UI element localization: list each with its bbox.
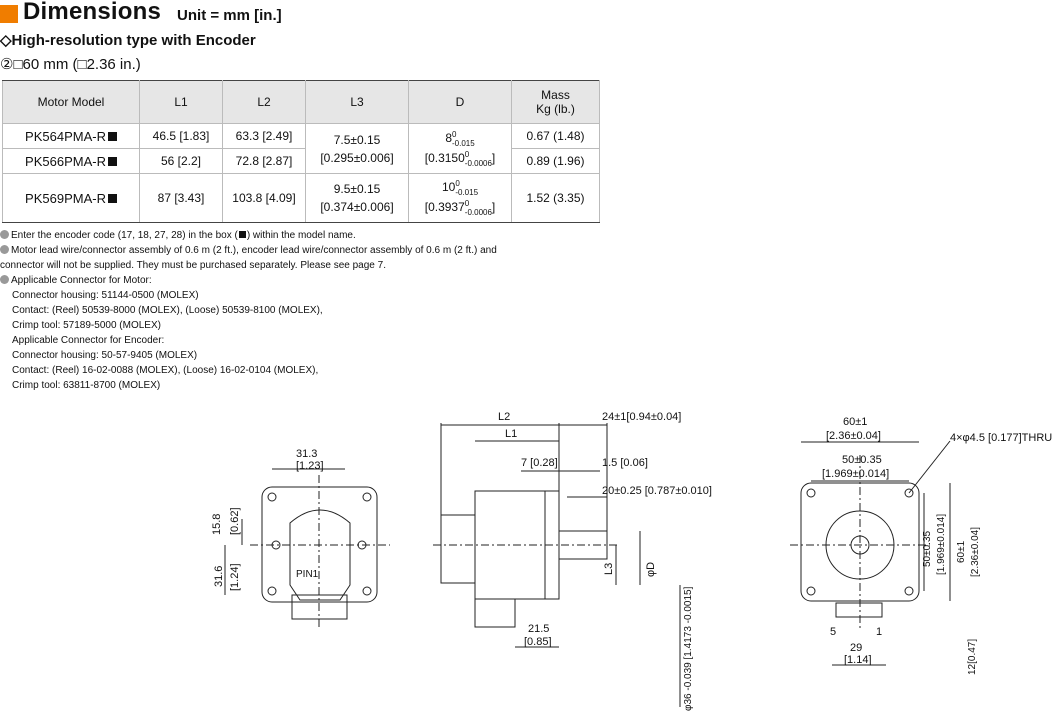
flange-label: 7 [0.28] — [521, 457, 558, 469]
d-nominal: 10 — [441, 180, 456, 195]
col-motor-model: Motor Model — [3, 81, 140, 124]
connector-line: Contact: (Reel) 50539-8000 (MOLEX), (Loose) 50539-8100 (MOLEX), — [12, 305, 323, 316]
front-vpitch-inch: [1.969±0.014] — [936, 513, 947, 575]
col-l2: L2 — [223, 81, 306, 124]
notes-block — [0, 228, 640, 393]
d-lower: -0.015 — [455, 188, 479, 197]
pilot-label: φ36 -0.039 [1.4173 -0.0015] — [683, 586, 694, 711]
table-header-row — [3, 81, 600, 124]
section-header — [0, 0, 282, 26]
model-name: PK569PMA-R — [25, 190, 106, 206]
shaft-flat-label: 20±0.25 [0.787±0.010] — [602, 485, 712, 497]
mount-hole — [905, 587, 913, 595]
mass-header-line1: Mass — [541, 88, 570, 102]
rear-width-value: 31.3 — [296, 448, 318, 460]
cell-l3-group2 — [306, 174, 409, 223]
connector-line: Connector housing: 50-57-9405 (MOLEX) — [12, 350, 198, 361]
model-name: PK564PMA-R — [25, 128, 106, 144]
l3-mm: 9.5±0.15 — [333, 182, 381, 196]
l3-mm: 7.5±0.15 — [333, 132, 381, 147]
l1-label: L1 — [505, 428, 518, 440]
d-inch-tolerance — [465, 199, 492, 217]
cell-l1: 87 [3.43] — [140, 174, 223, 223]
encoder-cover — [290, 510, 350, 600]
col-l1: L1 — [140, 81, 223, 124]
l2-label: L2 — [498, 411, 511, 423]
pin1-label: PIN1 — [296, 569, 319, 580]
rear-h2-value: 31.6 — [213, 565, 225, 587]
d-inch-close: ] — [491, 200, 496, 215]
rear-width-inch: [1.23] — [296, 460, 324, 472]
bullet-icon — [0, 230, 9, 239]
col-l3: L3 — [306, 81, 409, 124]
rear-h1-inch: [0.62] — [229, 507, 241, 535]
connector-line: Contact: (Reel) 16-02-0088 (MOLEX), (Loose) 16-02-0104 (MOLEX), — [12, 365, 319, 376]
holes-label: 4×φ4.5 [0.177]THRU — [950, 432, 1053, 444]
d-inch-upper: 0 — [464, 149, 470, 159]
col-mass — [512, 81, 600, 124]
d-tolerance — [452, 130, 475, 148]
d-upper: 0 — [452, 129, 457, 139]
encoder-box-icon — [108, 157, 117, 166]
d-inch-close: ] — [491, 150, 496, 165]
cell-l2: 63.3 [2.49] — [223, 124, 306, 149]
d-nominal: 8 — [445, 130, 452, 145]
col-d: D — [409, 81, 512, 124]
page-title: Dimensions — [23, 0, 162, 25]
mount-hole — [268, 587, 276, 595]
cell-mass: 1.52 (3.35) — [512, 174, 600, 223]
conn-length-inch: [0.85] — [524, 636, 552, 648]
d-in — [411, 199, 509, 217]
front-vsize-label: 60±1 — [956, 540, 967, 563]
connector-line: Applicable Connector for Encoder: — [12, 335, 165, 346]
front-pitch-inch: [1.969±0.014] — [822, 468, 890, 480]
unit-label: Unit = mm [in.] — [177, 7, 282, 24]
pin5-label: 5 — [830, 626, 837, 638]
cell-mass: 0.67 (1.48) — [512, 124, 600, 149]
note-connector — [0, 273, 640, 288]
connector-line: Crimp tool: 57189-5000 (MOLEX) — [12, 320, 161, 331]
mount-hole — [268, 493, 276, 501]
note-text: Motor lead wire/connector assembly of 0.6 m (2 ft.), encoder lead wire/connector assembly of 0.6 m (2 ft.) and — [11, 245, 497, 256]
note-lead-wire — [0, 243, 640, 258]
bullet-icon — [0, 275, 9, 284]
front-vsize-inch: [2.36±0.04] — [970, 527, 981, 577]
cell-d-group2 — [409, 174, 512, 223]
front-view — [790, 416, 1052, 675]
cell-model — [3, 149, 140, 174]
front-vpitch-label: 50±0.35 — [922, 530, 933, 567]
cell-model — [3, 174, 140, 223]
d-inch-tolerance — [465, 150, 492, 168]
note-text: Applicable Connector for Motor: — [11, 275, 152, 286]
mass-header-line2: Kg (lb.) — [536, 102, 575, 116]
rear-h2-inch: [1.24] — [229, 563, 241, 591]
conn-width-inch: [1.14] — [844, 654, 872, 666]
pin1-front-label: 1 — [876, 626, 883, 638]
d-inch-lower: -0.0006 — [464, 158, 492, 168]
d-lower: -0.015 — [452, 138, 475, 148]
d-inch: [0.3150 — [424, 150, 465, 165]
cell-l1: 46.5 [1.83] — [140, 124, 223, 149]
l3-in: [0.295±0.006] — [320, 150, 394, 165]
orange-square-marker — [0, 5, 18, 23]
connector-line: Crimp tool: 63811-8700 (MOLEX) — [12, 380, 161, 391]
flange-thickness-label: 1.5 [0.06] — [602, 457, 648, 469]
front-connector — [836, 603, 882, 617]
d-inch-lower: -0.0006 — [464, 208, 492, 217]
rear-view — [211, 448, 390, 627]
cell-l1: 56 [2.2] — [140, 149, 223, 174]
d-mm — [411, 130, 509, 148]
d-inch-upper: 0 — [464, 199, 470, 208]
model-name: PK566PMA-R — [25, 153, 106, 169]
cell-l2: 103.8 [4.09] — [223, 174, 306, 223]
note-lead-wire-cont: connector will not be supplied. They must be purchased separately. Please see page 7. — [0, 260, 386, 271]
subtitle: ◇High-resolution type with Encoder — [0, 32, 256, 49]
encoder-box-icon — [108, 194, 117, 203]
encoder-box-icon — [239, 231, 246, 238]
mount-hole — [363, 493, 371, 501]
note-text: Enter the encoder code (17, 18, 27, 28) in the box ( — [11, 230, 238, 241]
l3-in: [0.374±0.006] — [320, 200, 394, 214]
d-in — [411, 150, 509, 168]
dimension-drawing — [0, 395, 1062, 715]
mount-hole — [807, 489, 815, 497]
table-row — [3, 124, 600, 149]
conn-height-label: 12[0.47] — [967, 638, 978, 675]
d-tolerance — [455, 179, 478, 197]
front-pitch-label: 50±0.35 — [842, 454, 882, 466]
encoder-box-icon — [108, 132, 117, 141]
conn-width-label: 29 — [850, 642, 863, 654]
d-mm — [411, 179, 509, 197]
mount-hole — [807, 587, 815, 595]
leader-line — [909, 441, 950, 493]
bullet-icon — [0, 245, 9, 254]
cell-l3-group1 — [306, 124, 409, 174]
side-connector — [475, 599, 515, 627]
cell-l2: 72.8 [2.87] — [223, 149, 306, 174]
l3-label: L3 — [603, 562, 615, 575]
cell-mass: 0.89 (1.96) — [512, 149, 600, 174]
cell-d-group1 — [409, 124, 512, 174]
encoder-body — [441, 515, 475, 583]
front-size-label: 60±1 — [843, 416, 868, 428]
d-label: φD — [645, 561, 657, 577]
spec-table — [2, 80, 600, 223]
note-encoder-code — [0, 228, 640, 243]
connector-line: Connector housing: 51144-0500 (MOLEX) — [12, 290, 199, 301]
side-view — [433, 411, 712, 711]
front-size-inch: [2.36±0.04] — [826, 430, 881, 442]
rear-h1-value: 15.8 — [211, 513, 223, 535]
cell-model — [3, 124, 140, 149]
table-row — [3, 174, 600, 223]
d-inch: [0.3937 — [424, 200, 465, 215]
mount-hole — [363, 587, 371, 595]
note-text-end: ) within the model name. — [246, 230, 356, 241]
conn-length-label: 21.5 — [528, 623, 550, 635]
frame-size: ②□60 mm (□2.36 in.) — [0, 56, 141, 73]
shaft-length-label: 24±1[0.94±0.04] — [602, 411, 682, 423]
d-upper: 0 — [455, 179, 460, 188]
